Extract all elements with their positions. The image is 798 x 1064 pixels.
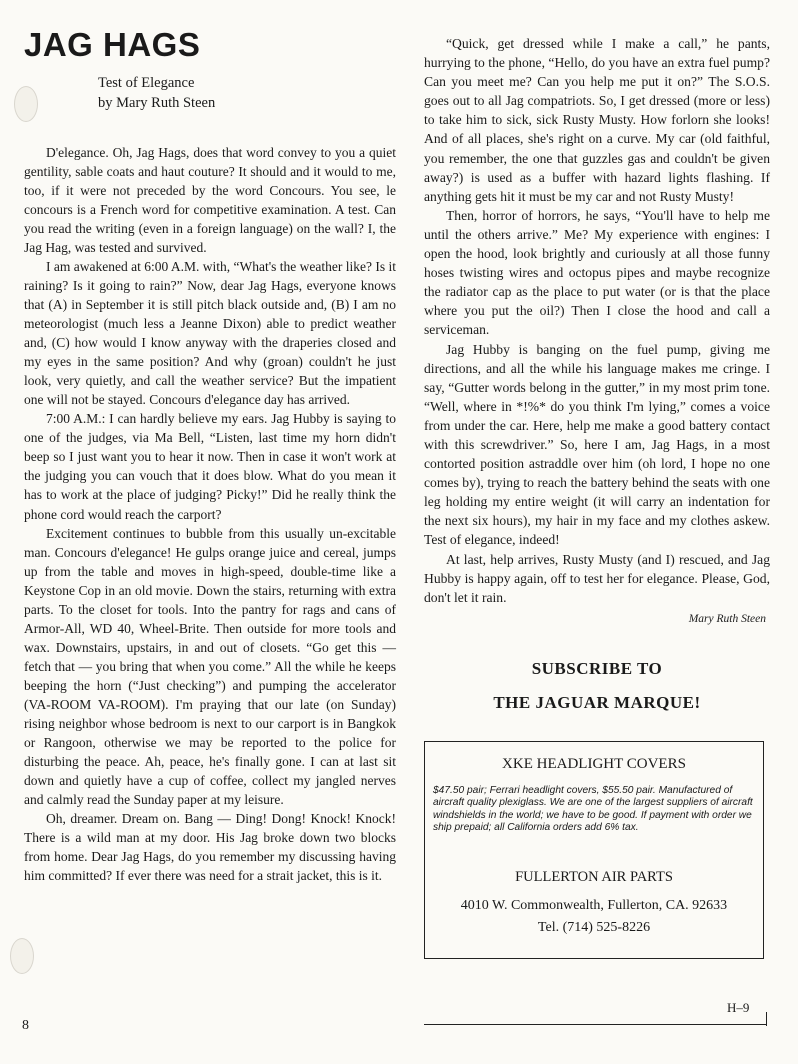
paragraph: 7:00 A.M.: I can hardly believe my ears. Jag Hubby is saying to one of the judges, via Ma Bell, “Listen, last time my horn didn't beep so I just want you to hear it now. Then in case it won't work at the judging you can vouch that it does blow. What do you mean it has to work at the place of judging? Picky!” Did he really think the phone cord would reach the carport?	[24, 411, 396, 522]
paragraph: “Quick, get dressed while I make a call,” he pants, hurrying to the phone, “Hello, do you have an extra fuel pump? Can you meet me? Can you help me put it on?” The S.O.S. goes out to all Jag compatriots. So, I get dressed (more or less) to take him to sick, sick Rusty Musty. How forlorn she looks! And of all places, she's right on a curve. My car (old faithful, you remember, the one that guzzles gas and couldn't be given away?) is used as a buffer with hazard lights flashing. If anything gets hit it must be my car and not Rusty Musty!	[424, 36, 770, 204]
page-code: H–9	[727, 1000, 750, 1015]
right-column	[424, 34, 770, 959]
paragraph: At last, help arrives, Rusty Musty (and I) rescued, and Jag Hubby is happy again, off to test her for elegance. Please, God, don't let it rain.	[424, 551, 770, 605]
subscribe-heading: SUBSCRIBE TO	[531, 658, 663, 678]
article-body-left	[24, 143, 396, 886]
magazine-name-heading: THE JAGUAR MARQUE!	[493, 692, 701, 712]
footer-rule	[424, 1024, 766, 1025]
paragraph: D'elegance. Oh, Jag Hags, does that word convey to you a quiet gentility, sable coats and haut couture? It should and it would to me, too, if it were not preceded by the word Concours. You see, le concours is a French word for competitive examination. A test. Can you read the writing (even in a foreign language) on the wall? I, the Jag Hag, was tested and survived.	[24, 144, 396, 255]
ad-phone: Tel. (714) 525-8226	[537, 919, 651, 935]
article-title: JAG HAGS	[24, 26, 201, 63]
paragraph: Jag Hubby is banging on the fuel pump, giving me directions, and all the while his language makes me cringe. I say, “Gutter words belong in the gutter,” in my most prim tone. “Well, where in *!%* do you think I'm lying,” comes a voice from under the car. Here, help me make a good battery contact with this screwdriver.” So, here I am, Jag Hags, in a most contorted position astraddle over him (oh lord, I hope no one comes by), trying to reach the battery behind the seats with one leg holding my entire weight (it will carry an indentation for the next six hours), my hair in my face and my clothes askew. Test of elegance, indeed!	[424, 341, 770, 548]
footer-rule-tick	[766, 1012, 767, 1026]
ad-company-name: FULLERTON AIR PARTS	[515, 868, 673, 885]
punch-hole-mark	[10, 938, 34, 974]
article-signature: Mary Ruth Steen	[688, 612, 766, 625]
ad-fine-print: $47.50 pair; Ferrari headlight covers, $55.50 pair. Manufactured of aircraft quality plexiglass. We are one of the largest suppliers of aircraft windshields in the world; we have to be good. If payment with order we ship prepaid; all California orders add 6% tax.	[433, 784, 753, 834]
paragraph: I am awakened at 6:00 A.M. with, “What's the weather like? Is it raining? Is it going to rain?” Now, dear Jag Hags, everyone knows that (A) in September it is still pitch black outside and, (B) I am no meteorologist (much less a Jeanne Dixon) able to predict weather and, (C) how would I know anyway with the draperies closed and my eyes in the same position? And why (groan) couldn't he just look, very quietly, and call the weather service? But the impatient one will not be stayed. Concours d'elegance day has arrived.	[24, 258, 396, 408]
advertisement-box	[424, 741, 764, 959]
paragraph: Oh, dreamer. Dream on. Bang — Ding! Dong! Knock! Knock! There is a wild man at my door. His Jag broke down two blocks from home. Dear Jag Hags, do you remember my discussing having him committed? If ever there was need for a strait jacket, this is it.	[24, 811, 396, 884]
left-column	[24, 28, 396, 885]
paragraph: Excitement continues to bubble from this usually un-excitable man. Concours d'elegance! He gulps orange juice and cereal, jumps up from the table and moves in high-speed, double-time like a Keystone Cop in an old movie. Down the stairs, returning with extra parts. To the closet for tools. Into the pantry for rags and cans of Armor-All, WD 40, Wheel-Brite. Then outside for more tools and wax. Downstairs, upstairs, in and out of closets. “Go get this — fetch that — you bring that when you come.” All the while he keeps beeping the horn (“Just checking”) and pumping the accelerator (VA-ROOM VA-ROOM). I'm praying that our late (on Sunday) rising neighbor whose bedroom is next to our carport is in Bangkok or Rangoon, otherwise we may be reported to the police for disturbing the peace. Ah, peace, he's finally gone. I can at last sit down and quietly have a cup of coffee, collect my jangled nerves and calmly read the Sunday paper at my leisure.	[24, 525, 396, 808]
paragraph: Then, horror of horrors, he says, “You'll have to help me until the others arrive.” Me? My experience with engines: I open the hood, look brightly and curiously at all those funny hoses twisting wires and octopus pipes and maybe recognize the radiator cap as the place to put water (or is that the place where you put the oil?) Then I close the hood and call a serviceman.	[424, 207, 770, 338]
article-body-right	[424, 34, 770, 607]
page-number: 8	[22, 1018, 29, 1033]
ad-title: XKE HEADLIGHT COVERS	[502, 755, 686, 772]
article-subtitle: Test of Elegance	[98, 74, 195, 91]
ad-address: 4010 W. Commonwealth, Fullerton, CA. 92633	[460, 897, 728, 913]
article-byline: by Mary Ruth Steen	[98, 94, 216, 111]
article-header	[98, 73, 396, 113]
